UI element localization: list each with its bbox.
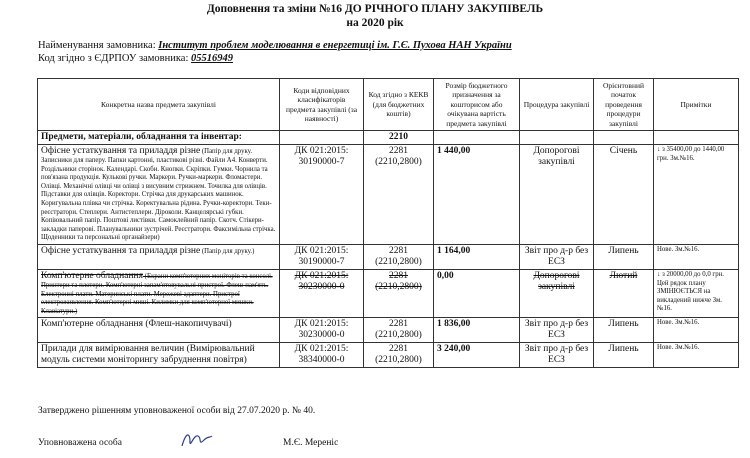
authorized-person-label: Уповноважена особа xyxy=(38,438,122,448)
item-amount: 1 836,00 xyxy=(434,318,520,343)
item-code: ДК 021:2015: 30190000-7 xyxy=(280,244,364,269)
customer-value: Інститут проблем моделювання в енергетиці ім. Г.Є. Пухова НАН України xyxy=(158,40,512,51)
item-name: Офісне устаткування та приладдя різне xyxy=(41,146,201,156)
item-code: ДК 021:2015: 38340000-0 xyxy=(280,343,364,368)
item-note: ↓ з 20000,00 до 0,0 грн. Цей рядок плану ЗМІНЮЄТЬСЯ на викладений нижче Зм.№16. xyxy=(654,269,739,317)
item-kekv: 2281 (2210,2800) xyxy=(364,244,434,269)
item-amount: 3 240,00 xyxy=(434,343,520,368)
header-start: Орієнтовний початок проведення процедури закупівлі xyxy=(594,79,654,131)
item-note: Нове. Зм.№16. xyxy=(654,343,739,368)
item-description: (Папір для друку.) xyxy=(200,247,255,255)
approval-note: Затверджено рішенням уповноваженої особи від 27.07.2020 р. № 40. xyxy=(38,406,316,416)
item-start: Липень xyxy=(594,244,654,269)
table-row xyxy=(38,244,739,269)
item-name: Комп'ютерне обладнання xyxy=(41,319,143,330)
item-procedure: Звіт про д-р без ЕСЗ xyxy=(520,318,594,343)
header-name: Конкретна назва предмета закупівлі xyxy=(38,79,280,131)
item-description: (Флеш-накопичувачі) xyxy=(142,319,232,330)
item-procedure: Допорогові закупівлі xyxy=(520,269,594,317)
item-name: Прилади для вимірювання величин (Вимірювальний модуль системи моніторингу забруднення повітря) xyxy=(41,344,255,366)
customer-line xyxy=(38,40,512,51)
table-header-row xyxy=(38,79,739,131)
item-code: ДК 021:2015: 30230000-0 xyxy=(280,269,364,317)
item-amount: 0,00 xyxy=(434,269,520,317)
item-amount: 1 440,00 xyxy=(434,145,520,245)
item-kekv: 2281 (2210,2800) xyxy=(364,318,434,343)
header-codes: Коди відповідних класифікаторів предмета закупівлі (за наявності) xyxy=(280,79,364,131)
procurement-table xyxy=(37,78,739,368)
table-row xyxy=(38,269,739,317)
title-line-1: Доповнення та зміни №16 ДО РІЧНОГО ПЛАНУ ЗАКУПІВЕЛЬ xyxy=(206,3,544,15)
section-code: 2210 xyxy=(364,131,434,145)
header-notes: Примітки xyxy=(654,79,739,131)
customer-label: Найменування замовника: xyxy=(38,40,156,51)
item-kekv: 2281 (2210,2800) xyxy=(364,269,434,317)
item-note: ↓ з 35400,00 до 1440,00 грн. Зм.№16. xyxy=(654,145,739,245)
item-amount: 1 164,00 xyxy=(434,244,520,269)
edrpou-value: 05516949 xyxy=(191,53,233,64)
edrpou-label: Код згідно з ЄДРПОУ замовника: xyxy=(38,53,189,64)
item-note: Нове. Зм.№16. xyxy=(654,318,739,343)
edrpou-line xyxy=(38,53,233,64)
item-start: Січень xyxy=(594,145,654,245)
item-procedure: Звіт про д-р без ЕСЗ xyxy=(520,343,594,368)
item-procedure: Допорогові закупівлі xyxy=(520,145,594,245)
item-start: Лютий xyxy=(594,269,654,317)
item-start: Липень xyxy=(594,318,654,343)
header-procedure: Процедура закупівлі xyxy=(520,79,594,131)
item-description: (Екрани комп'ютерних моніторів та консолі. Принтери та плотери. Комп'ютерні запам'ятовувальні пристрої. Флеш-пам'ять. Електронні плати. Материнські плати. Мережеві адаптери. Пристрої електроживлення. Комп'ютерні миші. Килимки для комп'ютерної мишки. Клавіатури.) xyxy=(41,272,273,315)
signature-mark xyxy=(178,428,214,452)
item-code: ДК 021:2015: 30190000-7 xyxy=(280,145,364,245)
item-kekv: 2281 (2210,2800) xyxy=(364,343,434,368)
item-name: Комп'ютерне обладнання xyxy=(41,270,143,281)
table-row xyxy=(38,145,739,245)
document-title xyxy=(0,2,750,30)
authorized-person-name: М.Є. Мереніс xyxy=(283,438,339,448)
header-kekv: Код згідно з КЕКВ (для бюджетних коштів) xyxy=(364,79,434,131)
title-line-2: на 2020 рік xyxy=(346,17,404,29)
header-amount: Розмір бюджетного призначення за кошторисом або очікувана вартість предмета закупівлі xyxy=(434,79,520,131)
item-procedure: Звіт про д-р без ЕСЗ xyxy=(520,244,594,269)
item-start: Липень xyxy=(594,343,654,368)
table-row xyxy=(38,343,739,368)
item-note: Нове. Зм.№16. xyxy=(654,244,739,269)
item-kekv: 2281 (2210,2800) xyxy=(364,145,434,245)
table-row xyxy=(38,318,739,343)
item-name: Офісне устаткування та приладдя різне xyxy=(41,245,201,256)
section-row xyxy=(38,131,739,145)
section-title: Предмети, матеріали, обладнання та інвентар: xyxy=(38,131,280,145)
item-code: ДК 021:2015: 30230000-0 xyxy=(280,318,364,343)
item-description: (Папір для друку. Записники для паперу. Папки картонні, пластикові різні. Файли А4. Конверти. Роздільники сторінок. Календарі. Скоби. Кнопки. Скріпки. Гумки. Чорнила та пов'язана продукція. Кулькові ручки. Маркери. Ручки-маркери. Фломастери. Олівці. Механічні олівці чи олівці з висувним стрижнем. Точилка для олівців. Підставки для олівців. Коректори. Стрічка для друкарських машинок. Коригувальна плівка чи стрічка. Коректувальна рідина. Ручки-коректори. Теки-реєстратори. Степлери. Антистеплери. Діроколи. Канцелярські губки. Копіювальний папір. Поштові листівки. Самоклейний папір. Скотч. Стікери-закладки паперові. Планувальники зустрічей. Реєстратори. Факсимільна стрічка. Щоденники та персональні органайзери) xyxy=(41,148,276,242)
